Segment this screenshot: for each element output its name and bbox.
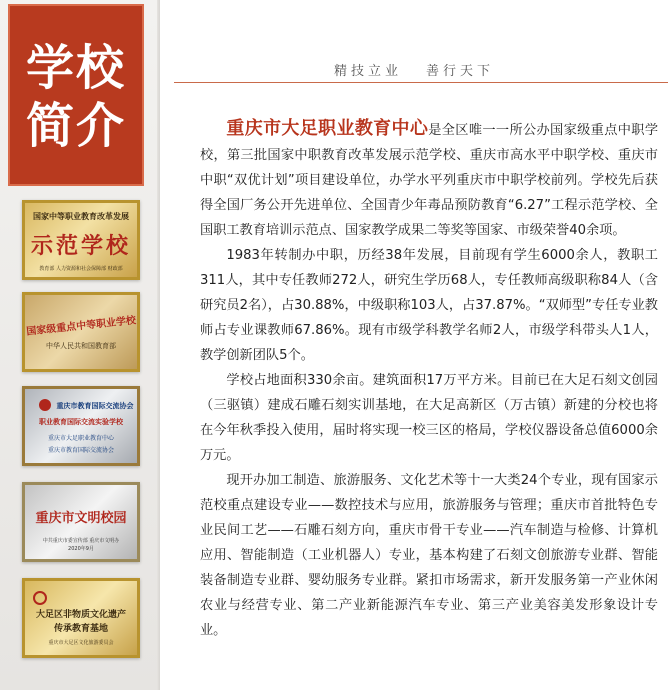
plaque-national-key-school (22, 292, 140, 372)
plaque-footer: 教育部 人力资源和社会保障部 财政部 (39, 266, 123, 272)
school-motto (334, 60, 494, 79)
plaque-header: 重庆市教育国际交流协会 (56, 402, 134, 410)
plaque-footer: 中华人民共和国教育部 (46, 342, 116, 350)
plaque-main-text: 职业教育国际交流实验学校 (39, 418, 123, 426)
plaque-subtext: 重庆市大足职业教育中心 (47, 435, 114, 442)
intro-paragraph-text: 是全区唯一一所公办国家级重点中职学校，第三批国家中职教育改革发展示范学校、重庆市高水平中职学校、重庆市中职“双优计划”项目建设单位，办学水平列重庆市中职学校前列。学校先后获得全国厂务公开先进单位、全国青少年毒品预防教育“6.27”工程示范学校、全国职工教育培训示范点、国家教学成果二等奖等国家、市级荣誉40余项。 (200, 123, 659, 238)
plaque-civilized-campus (22, 482, 140, 562)
plaque-demonstration-school (22, 200, 140, 280)
plaque-main-text: 示范学校 (30, 233, 131, 259)
plaque-subtext: 重庆市教育国际交流协会 (47, 447, 114, 454)
intro-paragraph (200, 116, 658, 243)
majors-paragraph: 现开办加工制造、旅游服务、文化艺术等十一大类24个专业，现有国家示范校重点建设专业——数控技术与应用，旅游服务与管理；重庆市首批特色专业民间工艺——石雕石刻方向，重庆市骨干专业——汽车制造与检修、计算机应用、智能制造（工业机器人）专业，基本构建了石刻文创旅游专业群、智能装备制造专业群、婴幼服务专业群。紧扣市场需求，新开发服务第一产业休闲农业与经营专业、第二产业新能源汽车专业、第三产业美容美发形象设计专业。 (200, 473, 658, 638)
plaque-header: 国家中等职业教育改革发展 (33, 212, 129, 221)
plaque-main-text: 重庆市文明校园 (35, 511, 127, 526)
motto-right: 善行天下 (426, 64, 495, 79)
section-title-line-2: 简介 (25, 98, 126, 154)
school-introduction (200, 116, 658, 643)
motto-left: 精技立业 (334, 64, 403, 79)
plaque-footer: 重庆市大足区文化旅游委员会 (48, 640, 114, 646)
plaque-main-text: 传承教育基地 (53, 624, 108, 634)
header-divider (174, 82, 668, 83)
plaque-international-exchange (22, 386, 140, 466)
school-name: 重庆市大足职业教育中心 (226, 118, 429, 139)
sidebar (0, 0, 160, 690)
plaque-footer: 2020年9月 (68, 546, 94, 552)
plaque-main-text: 国家级重点中等职业学校 (25, 315, 137, 338)
plaque-footer: 中共重庆市委宣传部 重庆市文明办 (42, 538, 120, 544)
section-title-line-1: 学校 (25, 40, 126, 96)
section-title-block (8, 4, 144, 186)
plaque-main-text: 大足区非物质文化遗产 (35, 610, 126, 620)
plaque-heritage-base (22, 578, 140, 658)
emblem-icon (33, 591, 47, 605)
campus-paragraph: 学校占地面积330余亩。建筑面积17万平方米。目前已在大足石刻文创园（三驱镇）建成石雕石刻实训基地，在大足高新区（万古镇）新建的分校也将在今年秋季投入使用，届时将实现一校三区的格局，学校仪器设备总值6000余万元。 (200, 373, 658, 463)
history-paragraph: 1983年转制办中职，历经38年发展，目前现有学生6000余人，教职工311人，其中专任教师272人，研究生学历68人，专任教师高级职称84人（含研究员2名），占30.88%，中级职称103人，占37.87%。“双师型”专任专业教师占专业课教师67.86%。现有市级学科教学名师2人，市级学科带头人1人，教学创新团队5个。 (200, 248, 658, 363)
